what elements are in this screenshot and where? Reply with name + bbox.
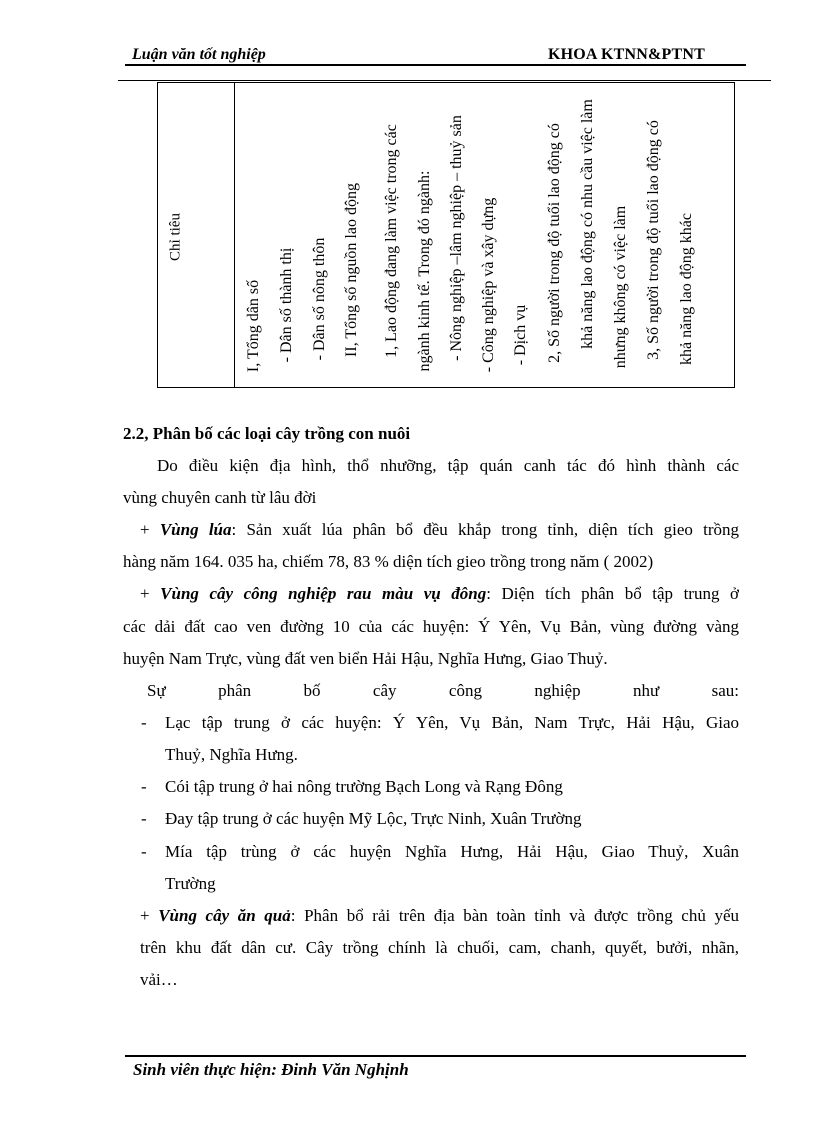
bullet-plus: +	[140, 584, 150, 603]
industrial-paragraph-line: + Vùng cây công nghiệp rau màu vụ đông: Diện tích phân bổ tập trung ở	[140, 584, 739, 603]
industrial-paragraph-line: các dải đất cao ven đường 10 của các huyện: Ý Yên, Vụ Bản, vùng đường vàng	[123, 617, 739, 636]
header-right-title: KHOA KTNN&PTNT	[548, 46, 706, 63]
table-row-label: - Dân số thành thị	[278, 247, 295, 363]
rice-paragraph-line: hàng năm 164. 035 ha, chiếm 78, 83 % diện tích gieo trồng trong năm ( 2002)	[123, 552, 654, 571]
table-row-label: khả năng lao động có nhu cầu việc làm	[579, 99, 596, 349]
bullet-dash: -	[141, 713, 147, 732]
list-item: Đay tập trung ở các huyện Mỹ Lộc, Trực Ninh, Xuân Trường	[165, 809, 582, 828]
table-row-label: - Dân số nông thôn	[311, 237, 328, 361]
table-row-label: II, Tổng số nguồn lao động	[343, 183, 360, 357]
industrial-paragraph-line: huyện Nam Trực, vùng đất ven biển Hải Hậu, Nghĩa Hưng, Giao Thuỷ.	[123, 649, 608, 668]
table-row-label: 2, Số người trong độ tuổi lao động có	[546, 123, 563, 363]
list-item-continuation: Thuỷ, Nghĩa Hưng.	[165, 745, 298, 764]
footer-rule	[125, 1055, 746, 1057]
list-item: Lạc tập trung ở các huyện: Ý Yên, Vụ Bản, Nam Trực, Hải Hậu, Giao	[165, 713, 739, 732]
fruit-paragraph-line: trên khu đất dân cư. Cây trồng chính là chuối, cam, chanh, quyết, bưởi, nhãn,	[140, 938, 739, 957]
industrial-label: Vùng cây công nghiệp rau màu vụ đông	[160, 584, 487, 603]
fruit-label: Vùng cây ăn quả	[158, 906, 291, 925]
header-rule	[125, 64, 746, 66]
header-rule-thin	[118, 80, 771, 81]
bullet-dash: -	[141, 777, 147, 796]
list-item-continuation: Trường	[165, 874, 216, 893]
list-item: Mía tập trùng ở các huyện Nghĩa Hưng, Hải Hậu, Giao Thuỷ, Xuân	[165, 842, 739, 861]
header-left-title: Luận văn tốt nghiệp	[132, 46, 266, 63]
section-heading: 2.2, Phân bố các loại cây trồng con nuôi	[123, 424, 411, 443]
table-row-label: ngành kinh tế. Trong đó ngành:	[416, 170, 433, 372]
intro-line: Do điều kiện địa hình, thổ nhưỡng, tập quán canh tác đó hình thành các	[157, 456, 739, 475]
table-row-label: - Nông nghiệp –lâm nghiệp – thuỷ sản	[448, 115, 465, 361]
bullet-dash: -	[141, 809, 147, 828]
table-row-label: 3, Số người trong độ tuổi lao động có	[645, 120, 662, 360]
table-column-divider	[234, 82, 235, 388]
table-row-label: 1, Lao động đang làm việc trong các	[383, 124, 400, 358]
rice-paragraph-line: + Vùng lúa: Sản xuất lúa phân bổ đều khắp trong tỉnh, diện tích gieo trồng	[140, 520, 739, 539]
table-row-label: - Dịch vụ	[512, 304, 529, 366]
fruit-paragraph-line: vải…	[140, 970, 178, 989]
table-header: Chỉ tiêu	[167, 213, 184, 261]
intro-line: vùng chuyên canh từ lâu đời	[123, 488, 317, 507]
bullet-plus: +	[140, 906, 150, 925]
footer-author: Sinh viên thực hiện: Đinh Văn Nghịnh	[133, 1060, 409, 1079]
distribution-intro: Sự phân bố cây công nghiệp như sau:	[147, 681, 739, 700]
rice-label: Vùng lúa	[159, 520, 232, 539]
list-item: Cói tập trung ở hai nông trường Bạch Long và Rạng Đông	[165, 777, 563, 796]
table-row-label: - Công nghiệp và xây dựng	[480, 197, 497, 373]
table-row-label: I, Tổng dân số	[245, 279, 262, 373]
fruit-paragraph-line: + Vùng cây ăn quả: Phân bổ rải trên địa bàn toàn tỉnh và được trồng chủ yếu	[140, 906, 739, 925]
bullet-plus: +	[140, 520, 150, 539]
table-row-label: khả năng lao động khác	[678, 213, 695, 365]
table-row-label: nhưng không có việc làm	[612, 205, 629, 369]
bullet-dash: -	[141, 842, 147, 861]
